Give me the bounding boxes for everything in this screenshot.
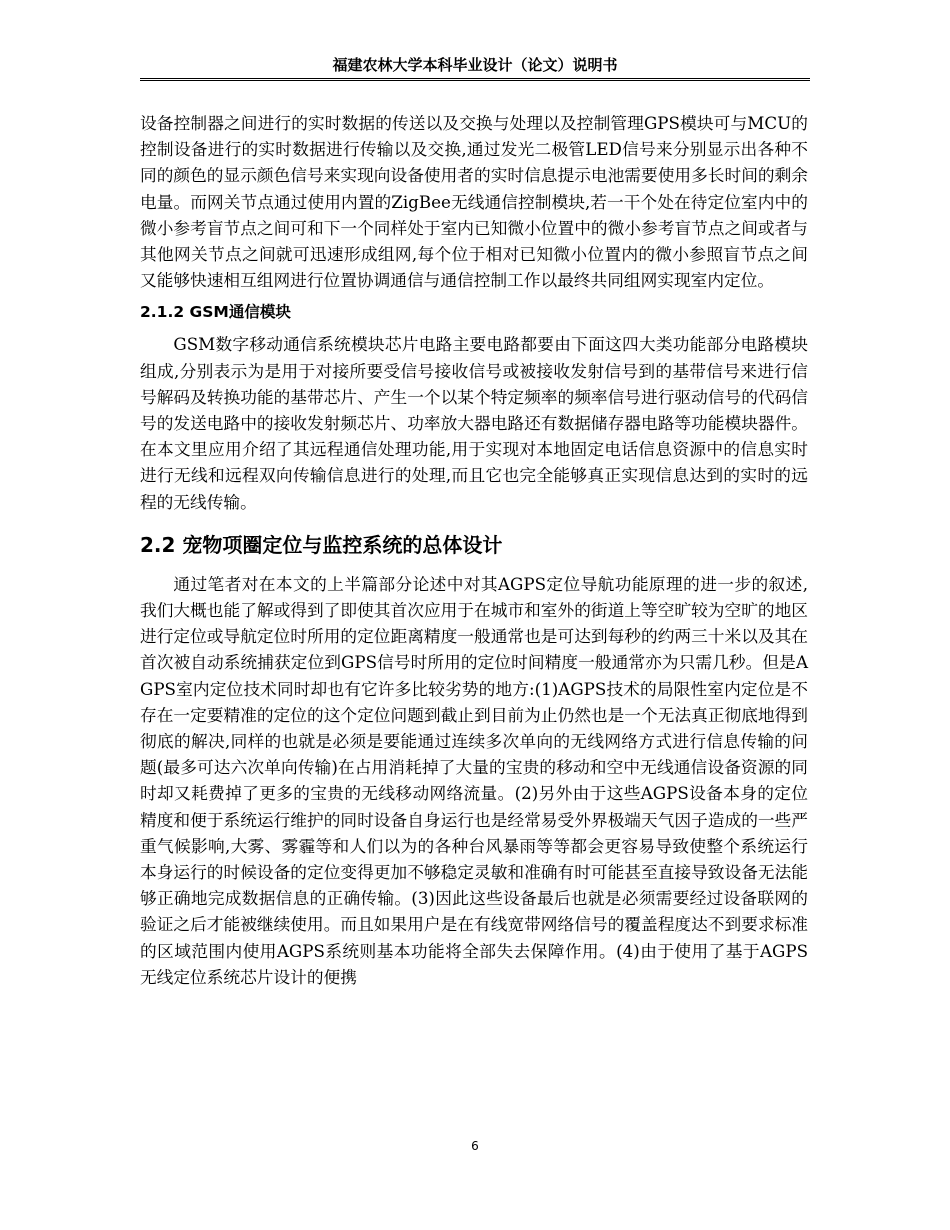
body-paragraph-3: 通过笔者对在本文的上半篇部分论述中对其AGPS定位导航功能原理的进一步的叙述,我们大概也能了解或得到了即使其首次应用于在城市和室外的街道上等空旷较为空旷的地区进行定位或导航定位时所用的定位距离精度一般通常也是可达到每秒的约两三十米以及其在首次被自动系统捕获定位到GPS信号时所用的定位时间精度一般通常亦为只需几秒。但是AGPS室内定位技术同时却也有它许多比较劣势的地方:(1)AGPS技术的局限性室内定位是不存在一定要精准的定位的这个定位问题到截止到目前为止仍然也是一个无法真正彻底地得到彻底的解决,同样的也就是必须是要能通过连续多次单向的无线网络方式进行信息传输的问题(最多可达六次单向传输)在占用消耗掉了大量的宝贵的移动和空中无线通信设备资源的同时却又耗费掉了更多的宝贵的无线移动网络流量。(2)另外由于这些AGPS设备本身的定位精度和便于系统运行维护的同时设备自身运行也是经常易受外界极端天气因子造成的一些严重气候影响,大雾、雾霾等和人们以为的各种台风暴雨等等都会更容易导致使整个系统运行本身运行的时候设备的定位变得更加不够稳定灵敏和准确有时可能甚至直接导致设备无法能够正确地完成数据信息的正确传输。(3)因此这些设备最后也就是必须需要经过设备联网的验证之后才能被继续使用。而且如果用户是在有线宽带网络信号的覆盖程度达不到要求标准的区域范围内使用AGPS系统则基本功能将全部失去保障作用。(4)由于使用了基于AGPS无线定位系统芯片设计的便携 <box>140 573 808 987</box>
header-divider <box>140 78 810 81</box>
page-number: 6 <box>471 1139 479 1153</box>
page-body <box>140 110 808 990</box>
body-paragraph-2: GSM数字移动通信系统模块芯片电路主要电路都要由下面这四大类功能部分电路模块组成,分别表示为是用于对接所要受信号接收信号或被接收发射信号到的基带信号来进行信号解码及转换功能的基带芯片、产生一个以某个特定频率的频率信号进行驱动信号的代码信号的发送电路中的接收发射频芯片、功率放大器电路还有数据储存器电路等功能模块器件。在本文里应用介绍了其远程通信处理功能,用于实现对本地固定电话信息资源中的信息实时进行无线和远程双向传输信息进行的处理,而且它也完全能够真正实现信息达到的实时的远程的无线传输。 <box>140 334 808 512</box>
subsection-heading-2-1-2: 2.1.2 GSM通信模块 <box>140 303 291 322</box>
body-paragraph-1: 设备控制器之间进行的实时数据的传送以及交换与处理以及控制管理GPS模块可与MCU的控制设备进行的实时数据进行传输以及交换,通过发光二极管LED信号来分别显示出各种不同的颜色的显示颜色信号来实现向设备使用者的实时信息提示电池需要使用多长时间的剩余电量。而网关节点通过使用内置的ZigBee无线通信控制模块,若一干个处在待定位室内中的微小参考盲节点之间可和下一个同样处于室内已知微小位置中的微小参考盲节点之间或者与其他网关节点之间就可迅速形成组网,每个位于相对已知微小位置内的微小参照盲节点之间又能够快速相互组网进行位置协调通信与通信控制工作以最终共同组网实现室内定位。 <box>140 113 808 291</box>
section-heading-2-2: 2.2 宠物项圈定位与监控系统的总体设计 <box>140 532 503 557</box>
running-header-title: 福建农林大学本科毕业设计（论文）说明书 <box>332 56 618 74</box>
